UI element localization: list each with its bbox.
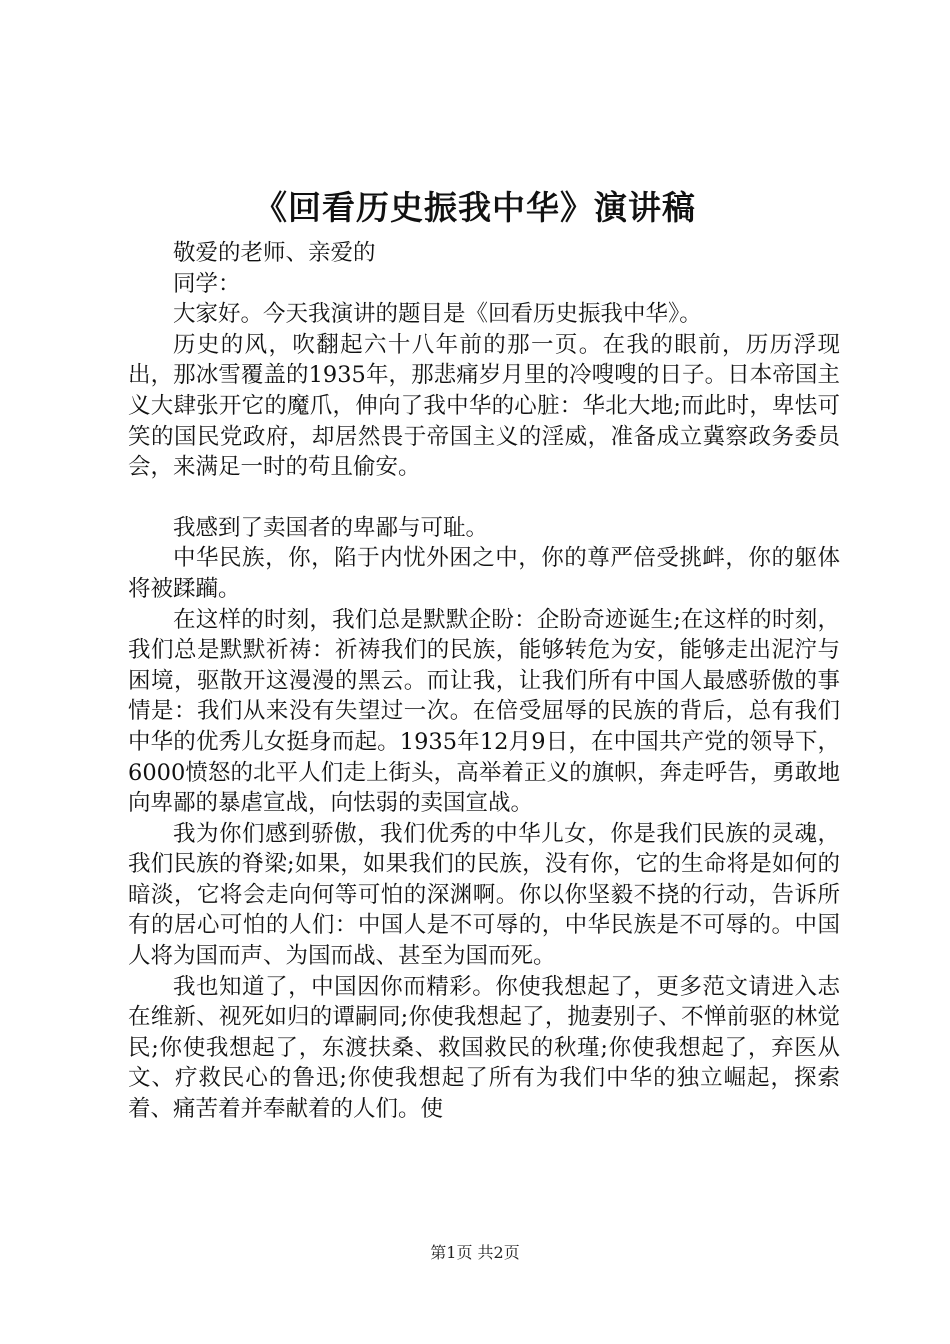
paragraph-heroes: 我也知道了，中国因你而精彩。你使我想起了，更多范文请进入志在维新、视死如归的谭嗣同;你使我想起了，抛妻别子、不惮前驱的林觉民;你使我想起了，东渡扶桑、救国救民的秋瑾;你使我想起了，弃医从文、疗救民心的鲁迅;你使我想起了所有为我们中华的独立崛起，探索着、痛苦着并奉献着的人们。使 [128, 973, 840, 1123]
paragraph-nation: 中华民族，你，陷于内忧外困之中，你的尊严倍受挑衅，你的躯体将被蹂躏。 [128, 545, 840, 602]
paragraph-greeting: 敬爱的老师、亲爱的 [173, 240, 376, 266]
paragraph-history: 历史的风，吹翻起六十八年前的那一页。在我的眼前，历历浮现出，那冰雪覆盖的1935年，那悲痛岁月里的冷嗖嗖的日子。日本帝国主义大肆张开它的魔爪，伸向了我中华的心脏：华北大地;而此时，卑怯可笑的国民党政府，却居然畏于帝国主义的淫威，准备成立冀察政务委员会，来满足一时的苟且偷安。 [128, 331, 840, 481]
paragraph-hope: 在这样的时刻，我们总是默默企盼：企盼奇迹诞生;在这样的时刻，我们总是默默祈祷：祈祷我们的民族，能够转危为安，能够走出泥泞与困境，驱散开这漫漫的黑云。而让我，让我们所有中国人最感骄傲的事情是：我们从来没有失望过一次。在倍受屈辱的民族的背后，总有我们中华的优秀儿女挺身而起。1935年12月9日，在中国共产党的领导下，6000愤怒的北平人们走上街头，高举着正义的旗帜，奔走呼告，勇敢地向卑鄙的暴虐宣战，向怯弱的卖国宣战。 [128, 606, 840, 817]
document-body [128, 238, 840, 1125]
paragraph-pride: 我为你们感到骄傲，我们优秀的中华儿女，你是我们民族的灵魂，我们民族的脊梁;如果，如果我们的民族，没有你，它的生命将是如何的暗淡，它将会走向何等可怕的深渊啊。你以你坚毅不挠的行动，告诉所有的居心可怕的人们：中国人是不可辱的，中华民族是不可辱的。中国人将为国而声、为国而战、甚至为国而死。 [128, 820, 840, 970]
page-footer: 第1页 共2页 [430, 1243, 520, 1262]
paragraph-shame: 我感到了卖国者的卑鄙与可耻。 [173, 514, 489, 541]
paragraph-intro: 大家好。今天我演讲的题目是《回看历史振我中华》。 [173, 301, 702, 328]
paragraph-greeting-cont: 同学： [173, 270, 241, 297]
document-title: 《回看历史振我中华》演讲稿 [254, 188, 696, 227]
